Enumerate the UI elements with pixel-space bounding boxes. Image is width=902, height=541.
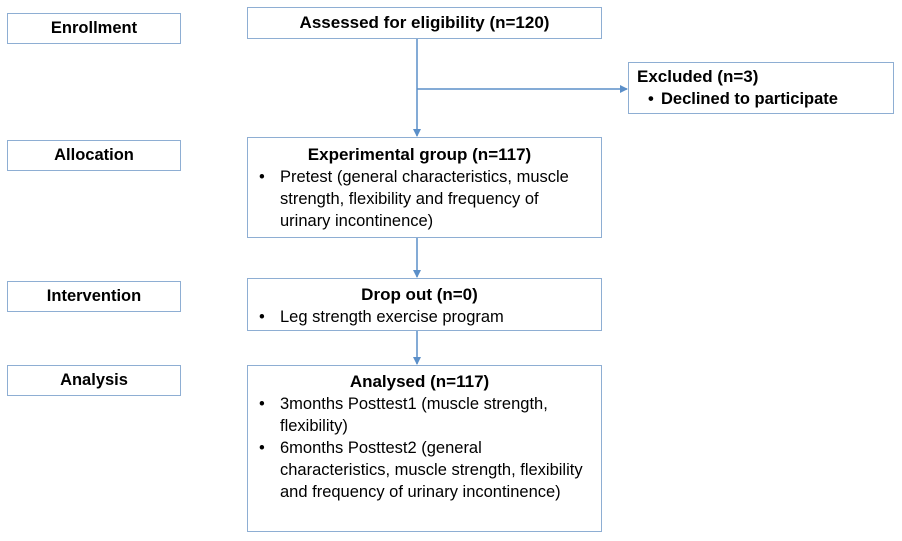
stage-allocation — [7, 140, 181, 171]
dropout-box — [247, 278, 602, 331]
excluded-list — [637, 88, 893, 110]
experimental-list — [248, 166, 591, 232]
excluded-title: Excluded (n=3) — [637, 67, 759, 86]
excluded-box — [628, 62, 894, 114]
dropout-title: Drop out (n=0) — [361, 285, 478, 304]
stage-intervention — [7, 281, 181, 312]
assessed-title: Assessed for eligibility (n=120) — [299, 13, 550, 32]
stage-enrollment-label: Enrollment — [50, 19, 138, 37]
experimental-box — [247, 137, 602, 238]
experimental-item-text: Pretest (general characteristics, muscle strength, flexibility and frequency of urinary incontinence) — [280, 168, 569, 230]
experimental-item — [248, 166, 591, 232]
analysed-box — [247, 365, 602, 532]
analysed-item-2-text: 6months Posttest2 (general characteristics, muscle strength, flexibility and frequency of urinary incontinence) — [280, 439, 583, 501]
dropout-item — [248, 306, 591, 328]
dropout-item-text: Leg strength exercise program — [280, 308, 504, 326]
assessed-box — [247, 7, 602, 39]
excluded-item — [637, 88, 893, 110]
stage-enrollment — [7, 13, 181, 44]
analysed-item-1 — [248, 393, 591, 437]
stage-analysis — [7, 365, 181, 396]
stage-allocation-label: Allocation — [54, 146, 134, 164]
stage-intervention-label: Intervention — [46, 287, 142, 305]
stage-analysis-label: Analysis — [60, 371, 128, 389]
excluded-item-text: Declined to participate — [661, 90, 838, 108]
analysed-title: Analysed (n=117) — [349, 372, 490, 391]
analysed-item-2 — [248, 437, 591, 503]
dropout-list — [248, 306, 591, 328]
analysed-list — [248, 393, 591, 503]
analysed-item-1-text: 3months Posttest1 (muscle strength, flexibility) — [280, 395, 548, 435]
experimental-title: Experimental group (n=117) — [307, 145, 532, 164]
